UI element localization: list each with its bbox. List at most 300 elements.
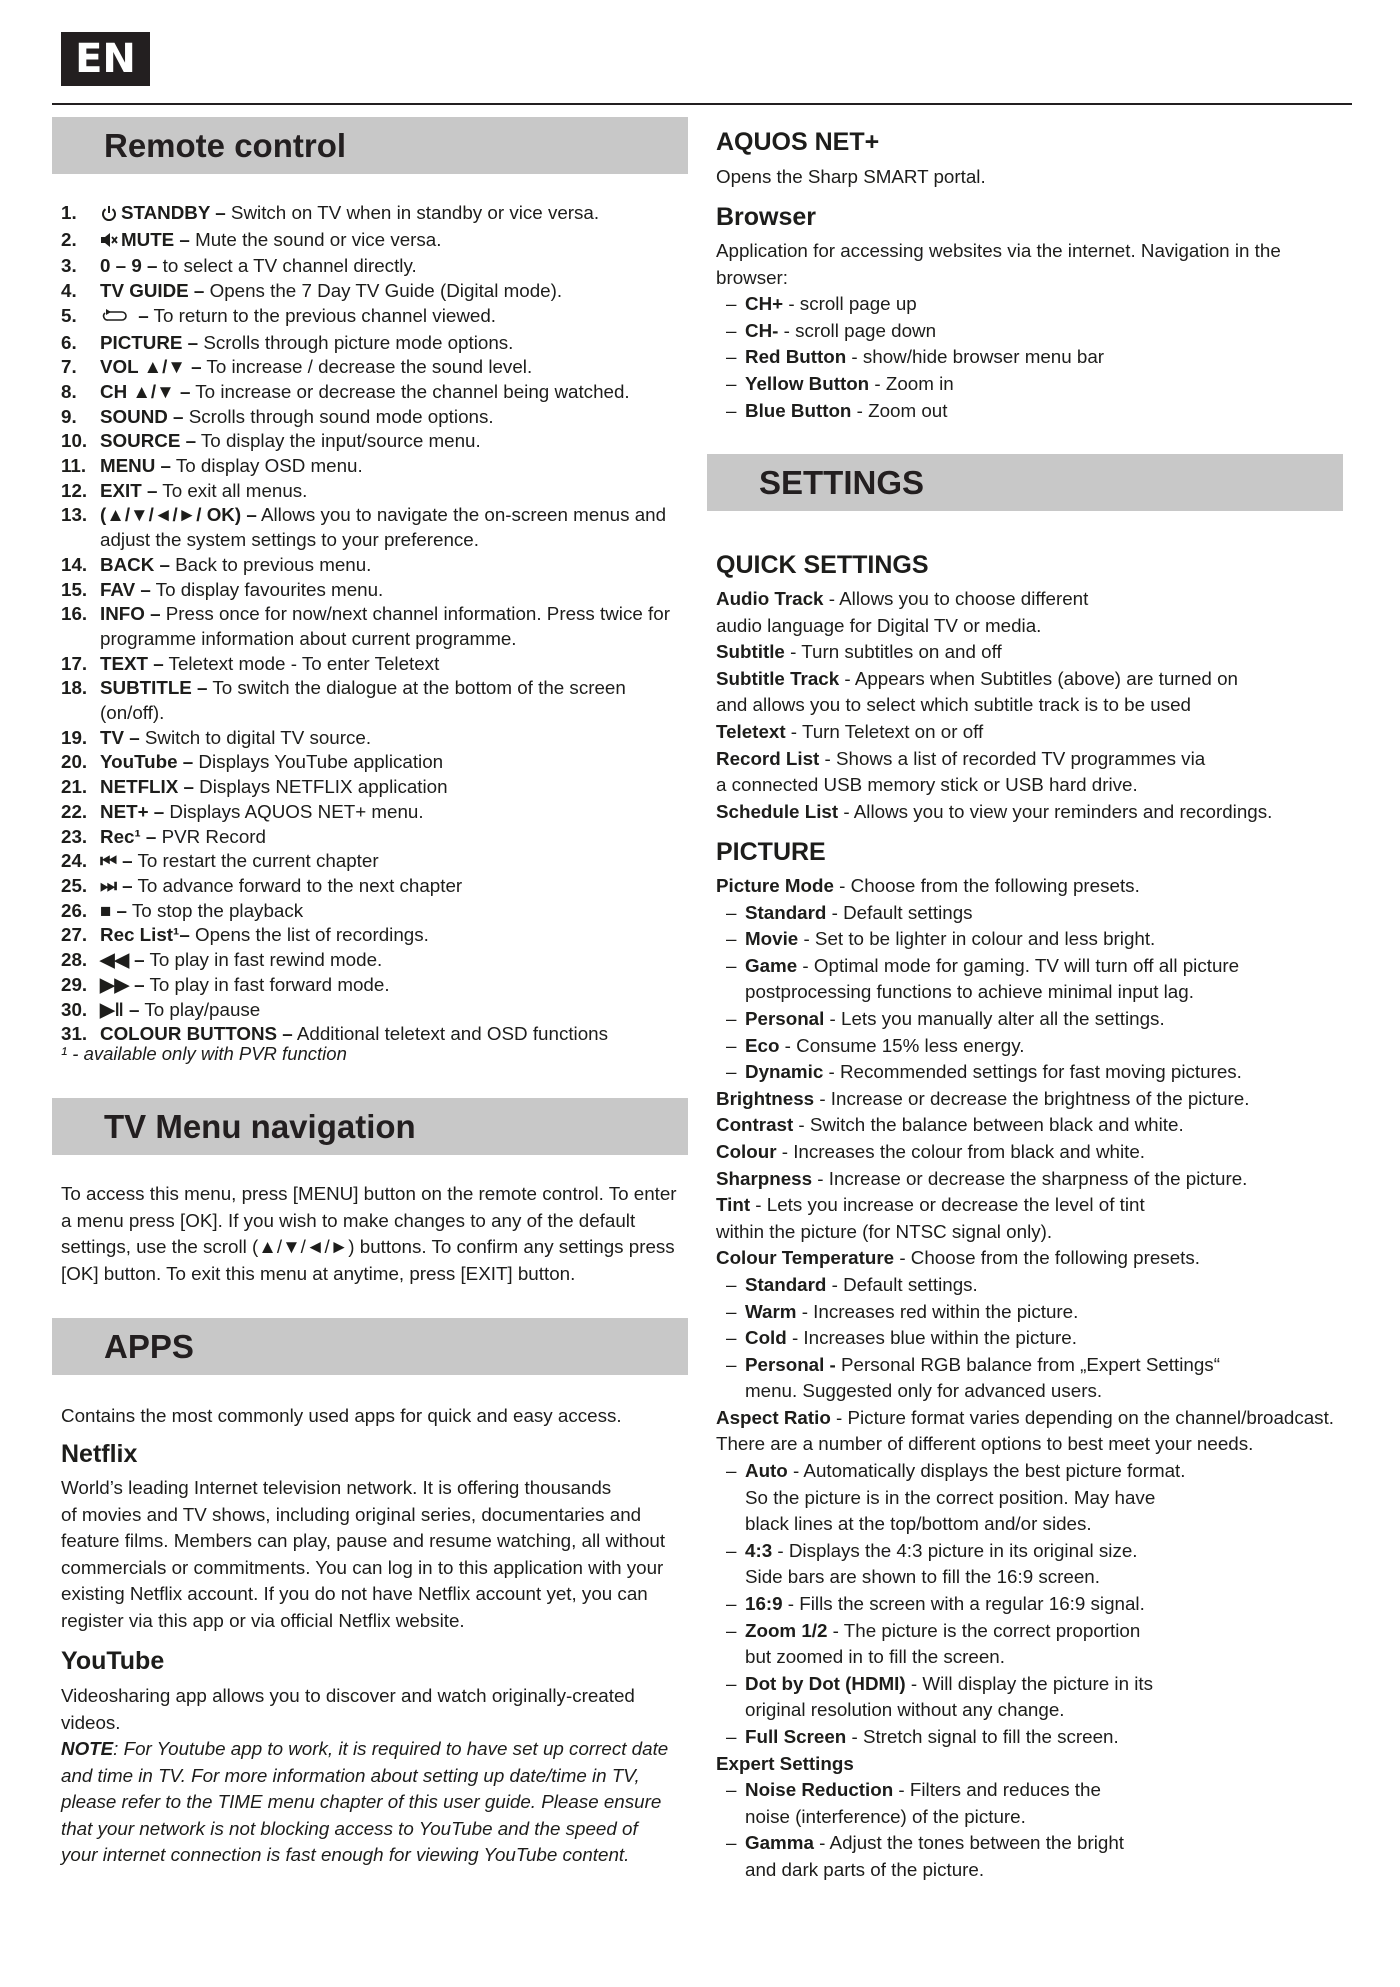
quick-setting-line	[716, 586, 1356, 613]
setting-description: - Increases blue within the picture.	[786, 1327, 1077, 1349]
picture-setting-line	[716, 1006, 1376, 1033]
item-key: YouTube –	[100, 751, 194, 773]
picture-setting-line	[716, 1245, 1376, 1272]
text-line: a menu press [OK]. If you wish to make changes to any of the default	[61, 1209, 636, 1231]
setting-name: Noise Reduction	[745, 1779, 894, 1801]
item-number: 11.	[61, 455, 87, 477]
item-key: STANDBY –	[121, 202, 226, 223]
picture-setting-line	[716, 1219, 1376, 1246]
setting-description: - Shows a list of recorded TV programmes via	[819, 747, 1206, 769]
aquos-heading: AQUOS NET+	[716, 128, 880, 156]
picture-setting-line	[716, 1724, 1376, 1751]
item-number: 25.	[61, 874, 88, 896]
dash-bullet: –	[726, 399, 737, 421]
item-number: 18.	[61, 677, 88, 699]
setting-description: - Picture format varies depending on the channel/broadcast.	[830, 1406, 1335, 1428]
section-title: SETTINGS	[759, 463, 925, 501]
item-description: - Zoom out	[851, 399, 948, 421]
remote-control-item	[61, 652, 691, 677]
setting-description: and allows you to select which subtitle track is to be used	[716, 694, 1191, 716]
setting-name: Colour Temperature	[716, 1247, 895, 1269]
setting-description: - Increase or decrease the sharpness of the picture.	[812, 1167, 1248, 1189]
apps-intro: Contains the most commonly used apps for quick and easy access.	[61, 1405, 622, 1426]
item-key: ▶▶ –	[100, 973, 145, 995]
setting-name: Gamma	[745, 1832, 814, 1854]
setting-name: Standard	[745, 901, 827, 923]
setting-description: - Increases red within the picture.	[796, 1300, 1079, 1322]
dash-bullet: –	[726, 1300, 737, 1322]
text-line	[61, 1763, 691, 1790]
quick-settings-heading: QUICK SETTINGS	[716, 551, 929, 579]
section-title: TV Menu navigation	[104, 1107, 416, 1145]
setting-name: Personal	[745, 1007, 825, 1029]
remote-control-item	[61, 304, 691, 331]
item-number: 24.	[61, 850, 88, 872]
dash-bullet: –	[726, 1327, 737, 1349]
browser-list	[716, 238, 1356, 424]
item-description: To advance forward to the next chapter	[132, 874, 463, 896]
setting-name: Expert Settings	[716, 1752, 854, 1774]
text-line: existing Netflix account. If you do not have Netflix account yet, you can	[61, 1583, 648, 1605]
quick-setting-line	[716, 772, 1356, 799]
item-description: Displays AQUOS NET+ menu.	[164, 800, 424, 822]
remote-control-item	[61, 454, 691, 479]
text-line: [OK] button. To exit this menu at anytime, press [EXIT] button.	[61, 1262, 576, 1284]
dash-bullet: –	[726, 1460, 737, 1482]
item-key: ◀◀ –	[100, 949, 145, 971]
setting-name: Subtitle Track	[716, 667, 840, 689]
text-line: register via this app or via official Netflix website.	[61, 1609, 465, 1631]
item-description: - show/hide browser menu bar	[846, 346, 1105, 368]
setting-name: Schedule List	[716, 800, 839, 822]
setting-name: Audio Track	[716, 588, 824, 609]
picture-setting-line	[716, 1166, 1376, 1193]
item-description: to select a TV channel directly.	[157, 255, 417, 277]
text-line: videos.	[61, 1711, 121, 1733]
dash-bullet: –	[726, 319, 737, 341]
picture-setting-line	[716, 1086, 1376, 1113]
item-key: MUTE –	[121, 228, 190, 250]
setting-name: Zoom 1/2	[745, 1619, 828, 1641]
dash-bullet: –	[726, 1007, 737, 1029]
picture-setting-line	[716, 1697, 1376, 1724]
text-line: of movies and TV shows, including original series, documentaries and	[61, 1503, 642, 1525]
quick-setting-line	[716, 613, 1356, 640]
setting-name: Picture Mode	[716, 875, 834, 896]
setting-name: Dot by Dot (HDMI)	[745, 1672, 906, 1694]
remote-control-item	[61, 331, 691, 356]
item-key: SOURCE –	[100, 430, 197, 452]
dash-bullet: –	[726, 1034, 737, 1056]
item-description: Displays NETFLIX application	[193, 776, 448, 798]
picture-setting-line	[716, 900, 1376, 927]
quick-setting-line	[716, 639, 1356, 666]
remote-control-item	[61, 775, 691, 800]
dash-bullet: –	[726, 293, 737, 315]
setting-description: - Switch the balance between black and white.	[793, 1114, 1184, 1136]
item-key: (▲/▼/◄/►/ OK) –	[100, 504, 257, 526]
item-description: Mute the sound or vice versa.	[189, 228, 442, 250]
picture-setting-line	[716, 979, 1376, 1006]
picture-setting-line	[716, 1511, 1376, 1538]
item-description: Opens the 7 Day TV Guide (Digital mode).	[204, 280, 563, 302]
setting-name: 4:3	[745, 1539, 773, 1561]
item-number: 3.	[61, 255, 77, 277]
remote-control-item	[61, 948, 691, 973]
dash-bullet: –	[726, 1832, 737, 1854]
item-number: 23.	[61, 825, 88, 847]
item-number: 26.	[61, 899, 88, 921]
item-key: Blue Button	[745, 399, 852, 421]
text-line: feature films. Members can play, pause and resume watching, all without	[61, 1530, 666, 1552]
setting-description: - Consume 15% less energy.	[779, 1034, 1025, 1056]
remote-control-item	[61, 825, 691, 850]
item-description: To play in fast rewind mode.	[144, 949, 383, 971]
setting-name: Aspect Ratio	[716, 1406, 831, 1428]
setting-description: Personal RGB balance from „Expert Settings“	[835, 1353, 1220, 1375]
picture-setting-line	[716, 926, 1376, 953]
item-description: Switch on TV when in standby or vice versa.	[225, 202, 600, 223]
item-key: BACK –	[100, 553, 170, 575]
item-description: - scroll page down	[778, 319, 937, 341]
item-number: 17.	[61, 652, 88, 674]
remote-control-banner	[52, 117, 688, 174]
item-description: To display the input/source menu.	[196, 430, 481, 452]
item-key: CH-	[745, 319, 779, 341]
setting-description: - Set to be lighter in colour and less bright.	[798, 928, 1156, 950]
dash-bullet: –	[726, 1619, 737, 1641]
item-number: 5.	[61, 304, 77, 326]
setting-description: within the picture (for NTSC signal only).	[716, 1220, 1053, 1242]
browser-item	[716, 371, 1356, 398]
item-key: Red Button	[745, 346, 847, 368]
text-line	[61, 1789, 691, 1816]
item-number: 27.	[61, 924, 88, 946]
setting-description: menu. Suggested only for advanced users.	[745, 1380, 1103, 1402]
picture-settings-list	[716, 873, 1376, 1884]
text-line: Videosharing app allows you to discover and watch originally-created	[61, 1685, 635, 1706]
setting-description: noise (interference) of the picture.	[745, 1805, 1026, 1827]
setting-description: postprocessing functions to achieve minimal input lag.	[745, 981, 1194, 1003]
remote-control-item	[61, 602, 691, 651]
menu-navigation-banner	[52, 1098, 688, 1155]
setting-description: - Turn Teletext on or off	[785, 720, 984, 742]
item-number: 8.	[61, 380, 77, 402]
setting-name: Dynamic	[745, 1061, 824, 1083]
picture-setting-line	[716, 1804, 1376, 1831]
remote-control-item	[61, 429, 691, 454]
setting-name: Contrast	[716, 1114, 794, 1136]
setting-description: - Allows you to view your reminders and recordings.	[838, 800, 1273, 822]
remote-control-item	[61, 750, 691, 775]
setting-name: Tint	[716, 1194, 751, 1216]
setting-name: 16:9	[745, 1593, 783, 1615]
setting-name: Movie	[745, 928, 799, 950]
item-description: Scrolls through picture mode options.	[198, 331, 514, 353]
picture-setting-line	[716, 1299, 1376, 1326]
remote-control-item	[61, 355, 691, 380]
item-description: Displays YouTube application	[193, 751, 444, 773]
item-description: PVR Record	[156, 825, 266, 847]
note-label: NOTE	[61, 1738, 114, 1759]
item-key: 0 – 9 –	[100, 255, 158, 277]
remote-control-item	[61, 800, 691, 825]
remote-control-item	[61, 849, 691, 874]
picture-setting-line	[716, 1644, 1376, 1671]
item-description: To switch the dialogue at the bottom of the screen (on/off).	[100, 677, 626, 724]
item-description: Teletext mode - To enter Teletext	[163, 652, 440, 674]
setting-description: but zoomed in to fill the screen.	[745, 1646, 1005, 1668]
item-number: 2.	[61, 228, 77, 250]
item-key: CH ▲/▼ –	[100, 380, 191, 402]
item-description: To play in fast forward mode.	[144, 973, 390, 995]
item-key: ▶‖ –	[100, 998, 140, 1020]
remote-control-item	[61, 676, 691, 725]
setting-description: - Adjust the tones between the bright	[813, 1832, 1124, 1854]
item-key: TEXT –	[100, 652, 164, 674]
setting-name: Brightness	[716, 1087, 815, 1109]
picture-setting-line	[716, 1192, 1376, 1219]
setting-description: - Fills the screen with a regular 16:9 signal.	[782, 1593, 1145, 1615]
youtube-heading: YouTube	[61, 1647, 165, 1675]
setting-description: - Turn subtitles on and off	[784, 641, 1002, 663]
item-number: 31.	[61, 1023, 88, 1045]
picture-setting-line	[716, 1059, 1376, 1086]
setting-description: - Lets you manually alter all the settings.	[824, 1007, 1165, 1029]
remote-control-item	[61, 899, 691, 924]
item-key: TV –	[100, 726, 140, 748]
remote-control-item	[61, 578, 691, 603]
item-number: 19.	[61, 726, 88, 748]
setting-name: Eco	[745, 1034, 780, 1056]
section-title: APPS	[104, 1327, 194, 1365]
dash-bullet: –	[726, 928, 737, 950]
item-number: 30.	[61, 998, 88, 1020]
item-key: Yellow Button	[745, 372, 870, 394]
item-description: To restart the current chapter	[132, 850, 379, 872]
footnote: ¹ - available only with PVR function	[61, 1043, 347, 1064]
item-number: 29.	[61, 973, 88, 995]
item-key: FAV –	[100, 578, 151, 600]
setting-name: Sharpness	[716, 1167, 813, 1189]
item-key: SUBTITLE –	[100, 677, 208, 699]
browser-item	[716, 344, 1356, 371]
quick-setting-line	[716, 692, 1356, 719]
setting-description: - Appears when Subtitles (above) are turned on	[839, 667, 1238, 689]
item-number: 6.	[61, 331, 77, 353]
item-description: Opens the list of recordings.	[189, 924, 429, 946]
return-icon	[100, 306, 130, 331]
text-line: settings, use the scroll (▲/▼/◄/►) buttons. To confirm any settings press	[61, 1236, 675, 1258]
picture-setting-line	[716, 1139, 1376, 1166]
item-key: COLOUR BUTTONS –	[100, 1023, 293, 1045]
setting-description: Side bars are shown to fill the 16:9 screen.	[745, 1566, 1100, 1588]
item-key: PICTURE –	[100, 331, 199, 353]
standby-icon	[100, 203, 118, 228]
picture-setting-line	[716, 1378, 1376, 1405]
dash-bullet: –	[726, 1726, 737, 1747]
menu-navigation-text	[61, 1181, 691, 1287]
item-key: NETFLIX –	[100, 776, 194, 798]
picture-setting-line	[716, 1325, 1376, 1352]
setting-description: - Filters and reduces the	[893, 1779, 1101, 1801]
item-description: Scrolls through sound mode options.	[183, 405, 494, 427]
item-description: To increase or decrease the channel being watched.	[190, 380, 630, 402]
setting-name: Auto	[745, 1460, 788, 1482]
picture-setting-line	[716, 1405, 1376, 1432]
dash-bullet: –	[726, 1353, 737, 1375]
remote-control-item	[61, 923, 691, 948]
remote-control-item	[61, 279, 691, 304]
youtube-note	[61, 1736, 691, 1869]
remote-control-list	[61, 201, 691, 1047]
item-key: CH+	[745, 293, 784, 315]
setting-description: - Displays the 4:3 picture in its original size.	[772, 1539, 1138, 1561]
picture-setting-line	[716, 1538, 1376, 1565]
text-line	[61, 1736, 691, 1763]
remote-control-item	[61, 973, 691, 998]
item-number: 14.	[61, 553, 88, 575]
picture-setting-line	[716, 1857, 1376, 1884]
quick-settings-list	[716, 586, 1356, 825]
setting-name: Cold	[745, 1327, 787, 1349]
note-text: and time in TV. For more information about setting up date/time in TV,	[61, 1764, 640, 1786]
quick-setting-line	[716, 799, 1356, 826]
remote-control-item	[61, 998, 691, 1023]
item-key: Rec List¹–	[100, 924, 190, 946]
picture-setting-line	[716, 1618, 1376, 1645]
item-description: To return to the previous channel viewed.	[148, 304, 496, 326]
item-key: NET+ –	[100, 800, 165, 822]
dash-bullet: –	[726, 954, 737, 976]
dash-bullet: –	[726, 1061, 737, 1083]
setting-description: - Increase or decrease the brightness of the picture.	[814, 1087, 1250, 1109]
browser-item	[716, 318, 1356, 345]
item-number: 20.	[61, 751, 88, 773]
dash-bullet: –	[726, 372, 737, 394]
item-description: Switch to digital TV source.	[139, 726, 372, 748]
picture-setting-line	[716, 1751, 1376, 1778]
setting-description: - Default settings	[826, 901, 973, 923]
dash-bullet: –	[726, 346, 737, 368]
quick-setting-line	[716, 666, 1356, 693]
netflix-heading: Netflix	[61, 1440, 138, 1468]
item-number: 21.	[61, 776, 88, 798]
picture-setting-line	[716, 1272, 1376, 1299]
item-number: 9.	[61, 405, 77, 427]
browser-item	[716, 398, 1356, 425]
note-text: : For Youtube app to work, it is required to have set up correct date	[113, 1738, 669, 1759]
picture-setting-line	[716, 1830, 1376, 1857]
remote-control-item	[61, 405, 691, 430]
item-number: 28.	[61, 949, 88, 971]
setting-description: - Lets you increase or decrease the level of tint	[750, 1194, 1145, 1216]
remote-control-item	[61, 479, 691, 504]
remote-control-item	[61, 503, 691, 552]
picture-heading: PICTURE	[716, 838, 826, 866]
youtube-text	[61, 1683, 691, 1736]
item-description: To exit all menus.	[157, 479, 308, 501]
item-key: ■ –	[100, 899, 128, 921]
picture-setting-line	[716, 1564, 1376, 1591]
item-description: - Zoom in	[869, 372, 954, 394]
item-description: To display favourites menu.	[150, 578, 384, 600]
note-text: please refer to the TIME menu chapter of this user guide. Please ensure	[61, 1791, 662, 1813]
item-description: Back to previous menu.	[169, 553, 372, 575]
item-key: EXIT –	[100, 479, 158, 501]
item-key: INFO –	[100, 603, 161, 625]
item-key: Rec¹ –	[100, 825, 157, 847]
setting-name: Record List	[716, 747, 820, 769]
item-description: To play/pause	[139, 998, 261, 1020]
setting-description: - Default settings.	[826, 1273, 978, 1295]
setting-description: and dark parts of the picture.	[745, 1858, 985, 1880]
picture-setting-line	[716, 1458, 1376, 1485]
dash-bullet: –	[726, 1593, 737, 1615]
setting-description: black lines at the top/bottom and/or sides.	[745, 1513, 1092, 1535]
text-line	[61, 1842, 691, 1869]
remote-control-item	[61, 874, 691, 899]
remote-control-item	[61, 380, 691, 405]
remote-control-item	[61, 254, 691, 279]
item-description: To display OSD menu.	[170, 455, 363, 477]
item-number: 13.	[61, 504, 88, 526]
dash-bullet: –	[726, 1779, 737, 1801]
item-number: 1.	[61, 202, 77, 223]
text-line: Application for accessing websites via the internet. Navigation in the	[716, 240, 1281, 261]
note-text: your internet connection is fast enough for viewing YouTube content.	[61, 1844, 630, 1866]
browser-heading: Browser	[716, 203, 817, 231]
text-line	[61, 1816, 691, 1843]
setting-description: original resolution without any change.	[745, 1699, 1065, 1721]
setting-description: audio language for Digital TV or media.	[716, 614, 1042, 636]
language-badge: EN	[61, 32, 150, 86]
remote-control-item	[61, 553, 691, 578]
item-description: Allows you to navigate the on-screen menus and adjust the system settings to your preference.	[100, 504, 667, 551]
dash-bullet: –	[726, 1539, 737, 1561]
text-line: World’s leading Internet television network. It is offering thousands	[61, 1477, 612, 1498]
item-description: To stop the playback	[127, 899, 304, 921]
remote-control-item	[61, 726, 691, 751]
quick-setting-line	[716, 719, 1356, 746]
item-description: - scroll page up	[783, 293, 917, 315]
setting-description: - Automatically displays the best picture format.	[787, 1460, 1186, 1482]
setting-name: Standard	[745, 1273, 827, 1295]
dash-bullet: –	[726, 1672, 737, 1694]
picture-setting-line	[716, 1033, 1376, 1060]
item-number: 4.	[61, 280, 77, 302]
item-number: 10.	[61, 430, 88, 452]
text-line: To access this menu, press [MENU] button on the remote control. To enter	[61, 1183, 677, 1204]
section-title: Remote control	[104, 126, 347, 164]
picture-setting-line	[716, 873, 1376, 900]
setting-description: - Optimal mode for gaming. TV will turn off all picture	[797, 954, 1240, 976]
text-line: browser:	[716, 266, 789, 288]
picture-setting-line	[716, 953, 1376, 980]
item-key: –	[133, 304, 149, 326]
setting-description: - Will display the picture in its	[905, 1672, 1154, 1694]
setting-name: Subtitle	[716, 641, 785, 663]
item-description: Additional teletext and OSD functions	[292, 1023, 609, 1045]
item-number: 16.	[61, 603, 88, 625]
setting-description: - Choose from the following presets.	[894, 1247, 1200, 1269]
picture-setting-line	[716, 1777, 1376, 1804]
settings-banner	[707, 454, 1343, 511]
picture-setting-line	[716, 1671, 1376, 1698]
setting-description: - Increases the colour from black and white.	[776, 1140, 1146, 1162]
remote-control-item	[61, 228, 691, 255]
item-key: SOUND –	[100, 405, 184, 427]
